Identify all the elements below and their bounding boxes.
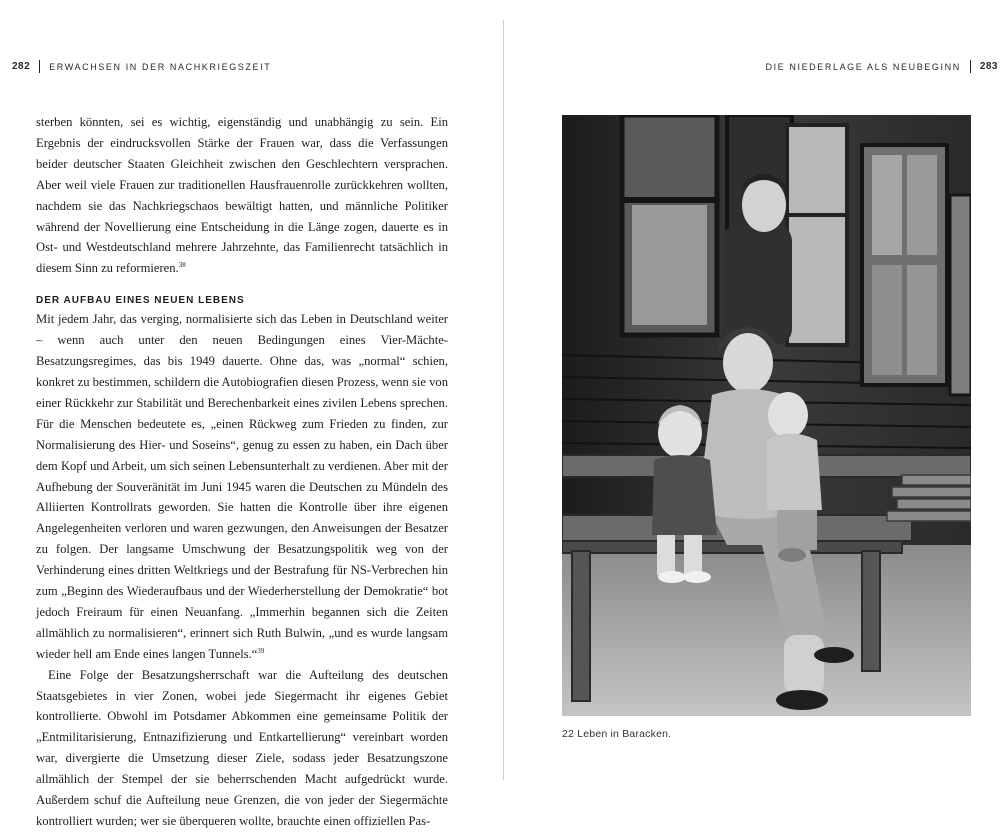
left-running-title: ERWACHSEN IN DER NACHKRIEGSZEIT — [49, 61, 272, 72]
paragraph-3: Eine Folge der Besatzungsherrschaft war die Aufteilung des deutschen Staatsgebietes in vier Zonen, wobei jede Siegermacht ihr eigenes Gebiet kontrollierte. Obwohl im Potsdamer Abkommen eine gemeinsame Politik der „Entmilitarisierung, Entnazifizierung und Entkartellierung“ vereinbart worden war, divergierte die Umsetzung dieser Ziele, sodass jeder Besatzungszone allmählich der Stempel der sie beherrschenden Macht aufgedrückt wurde. Außerdem schuf die Aufteilung neue Grenzen, die von jeder der Siegermächte kontrolliert wurden; wer sie überqueren wollte, brauchte einen offiziellen Pas- — [36, 667, 448, 828]
header-divider — [39, 60, 40, 73]
footnote-ref-39[interactable]: 39 — [257, 646, 265, 655]
right-running-head — [765, 60, 998, 73]
barracks-photo — [562, 115, 971, 716]
page-gutter — [503, 20, 504, 780]
window-left — [622, 115, 717, 335]
right-running-title: DIE NIEDERLAGE ALS NEUBEGINN — [765, 61, 961, 72]
paragraph-1 — [36, 112, 448, 279]
section-heading: DER AUFBAU EINES NEUEN LEBENS — [36, 295, 245, 307]
left-text-column — [36, 112, 448, 832]
right-page-number: 283 — [979, 61, 998, 72]
paragraph-1-text: sterben könnten, sei es wichtig, eigenständig und unabhängig zu sein. Ein Ergebnis der eindrucksvollen Stärke der Frauen war, dass die Verfassungen beider deutscher Staaten Gleichheit zwischen den Geschlechtern versprachen. Aber weil viele Frauen zur traditionellen Hausfrauenrolle zurückkehren wollten, nachdem sie das Nachkriegschaos bewältigt hatten, und männliche Politiker während der Novellierung eine Entscheidung in die Länge zogen, dauerte es in Ost- und Westdeutschland mehrere Jahrzehnte, das Familienrecht tatsächlich in diesem Sinn zu reformieren. — [36, 115, 448, 276]
paragraph-2-text: Mit jedem Jahr, das verging, normalisierte sich das Leben in Deutschland weiter – wenn auch unter den neuen Bedingungen eines Vier-Mächte-Besatzungsregimes, das bis 1949 dauerte. Ohne das, was „normal“ schien, konkret zu bestimmen, schildern die Autobiografien diesen Prozess, wenn sie von einer Rückkehr zur Stabilität und Berechenbarkeit eines zivilen Lebens sprechen. Für die Menschen bedeutete es, „einen Rückweg zum Frieden zu finden, zur Normalisierung des Hier- und Soseins“, genug zu essen zu haben, ein Dach über dem Kopf und Arbeit, um sich seinen Lebensunterhalt zu verdienen. Aber mit der Aufhebung der Souveränität im Juni 1945 waren die Deutschen zu Mündeln des Alliierten Kontrollrats geworden. Sie hatten die Kontrolle über ihre eigenen Angelegenheiten verloren und waren gezwungen, den Anweisungen der Besatzer zu folgen. Der langsame Umschwung der Besatzungspolitik weg von der Verhinderung eines dritten Weltkriegs und der Bestrafung für NS-Verbrechen hin zum „Beginn des Wiederaufbaus und der Wiederherstellung der Demokratie“ bot jedoch Freiraum für einen Neuanfang. „Immerhin begannen sich die Zeiten allmählich zu normalisieren“, erinnert sich Ruth Bulwin, „und es wurde langsam wieder hell am Ende eines langen Tunnels.“ — [36, 312, 449, 661]
header-divider — [970, 60, 971, 73]
left-page-number: 282 — [12, 61, 31, 72]
paragraph-2 — [36, 309, 448, 664]
footnote-ref-38[interactable]: 38 — [178, 261, 186, 270]
figure-caption: 22 Leben in Baracken. — [562, 728, 672, 740]
left-running-head — [12, 60, 271, 73]
